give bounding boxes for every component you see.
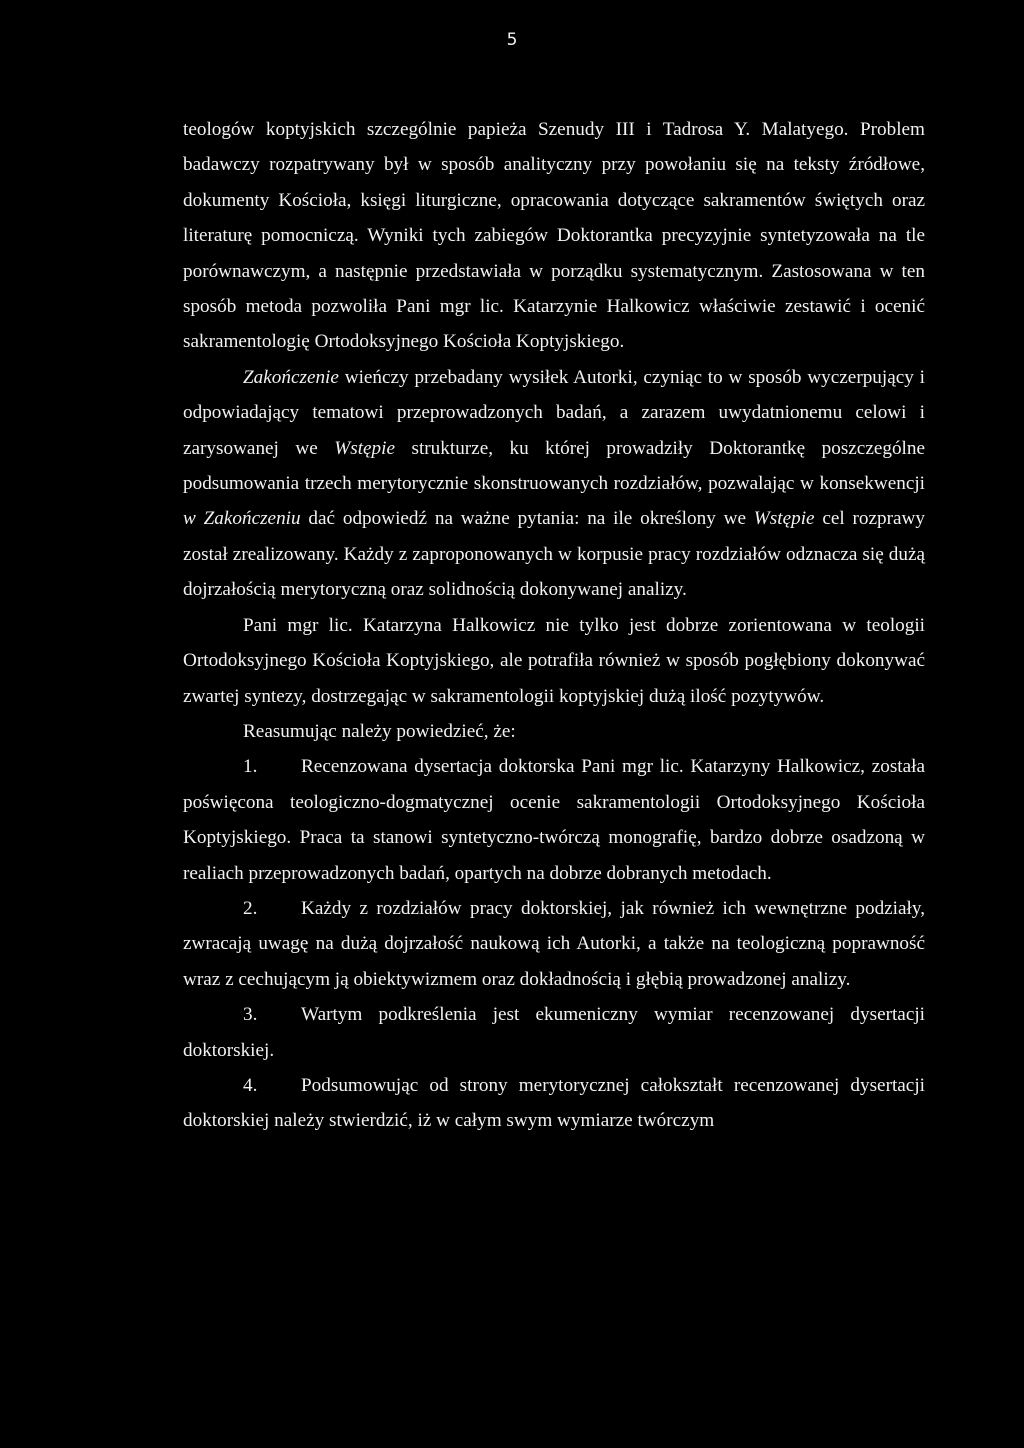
italic-term: Wstępie xyxy=(334,437,395,459)
list-item-text: Recenzowana dysertacja doktorska Pani mgr lic. Katarzyny Halkowicz, została poświęcona teologiczno-dogmatycznej ocenie sakramentologii Ortodoksyjnego Kościoła Koptyjskiego. Praca ta stanowi syntetyczno-twórczą monografię, bardzo dobrze osadzoną w realiach przeprowadzonych badań, opartych na dobrze dobranych metodach. xyxy=(183,756,925,884)
italic-term: Zakończenie xyxy=(243,366,339,388)
list-item xyxy=(183,1068,925,1139)
paragraph-author-assessment: Pani mgr lic. Katarzyna Halkowicz nie tylko jest dobrze zorientowana w teologii Ortodoksyjnego Kościoła Koptyjskiego, ale potrafiła również w sposób pogłębiony dokonywać zwartej syntezy, dostrzegając w sakramentologii koptyjskiej dużą ilość pozytywów. xyxy=(183,614,925,707)
paragraph-text: cel rozprawy został zrealizowany. Każdy z zaproponowanych w korpusie pracy rozdziałów odznacza się dużą dojrzałością merytoryczną oraz solidnością dokonywanej analizy. xyxy=(183,508,925,601)
list-item xyxy=(183,749,925,891)
list-item-number: 1. xyxy=(243,756,258,778)
list-item xyxy=(183,891,925,997)
paragraph-methodology: teologów koptyjskich szczególnie papieża Szenudy III i Tadrosa Y. Malatyego. Problem badawczy rozpatrywany był w sposób analityczny przy powołaniu się na teksty źródłowe, dokumenty Kościoła, księgi liturgiczne, opracowania dotyczące sakramentów świętych oraz literaturę pomocniczą. Wyniki tych zabiegów Doktorantka precyzyjnie syntetyzowała na tle porównawczym, a następnie przedstawiała w porządku systematycznym. Zastosowana w ten sposób metoda pozwoliła Pani mgr lic. Katarzynie Halkowicz właściwie zestawić i ocenić sakramentologię Ortodoksyjnego Kościoła Koptyjskiego. xyxy=(183,119,925,353)
list-item xyxy=(183,997,925,1068)
list-item-number: 4. xyxy=(243,1074,258,1096)
list-item-number: 3. xyxy=(243,1004,258,1026)
paragraph-text: dać odpowiedź na ważne pytania: na ile określony we xyxy=(300,508,754,530)
list-item-text: Wartym podkreślenia jest ekumeniczny wymiar recenzowanej dysertacji doktorskiej. xyxy=(183,1004,925,1061)
list-item-text: Podsumowując od strony merytorycznej całokształt recenzowanej dysertacji doktorskiej należy stwierdzić, iż w całym swym wymiarze twórczym xyxy=(183,1074,925,1132)
italic-term: Wstępie xyxy=(753,508,815,530)
list-item-text: Każdy z rozdziałów pracy doktorskiej, jak również ich wewnętrzne podziały, zwracają uwagę na dużą dojrzałość naukową ich Autorki, a także na teologiczną poprawność wraz z cechującym ją obiektywizmem oraz dokładnością i głębią prowadzonej analizy. xyxy=(183,897,925,990)
paragraph-summary-intro: Reasumując należy powiedzieć, że: xyxy=(243,720,516,742)
list-item-number: 2. xyxy=(243,897,258,919)
document-body xyxy=(183,112,925,1139)
paragraph-conclusion xyxy=(183,360,925,608)
paragraph-text: wieńczy przebadany wysiłek Autorki, czyniąc to w sposób wyczerpujący i odpowiadający tematowi przeprowadzonych badań, a zarazem uwydatnionemu celowi i zarysowanej we xyxy=(183,366,925,459)
paragraph-text: strukturze, ku której prowadziły Doktorantkę poszczególne podsumowania trzech merytorycznie skonstruowanych rozdziałów, pozwalając w konsekwencji xyxy=(183,437,925,495)
page-number: 5 xyxy=(506,30,518,50)
italic-term: w Zakończeniu xyxy=(183,508,301,530)
